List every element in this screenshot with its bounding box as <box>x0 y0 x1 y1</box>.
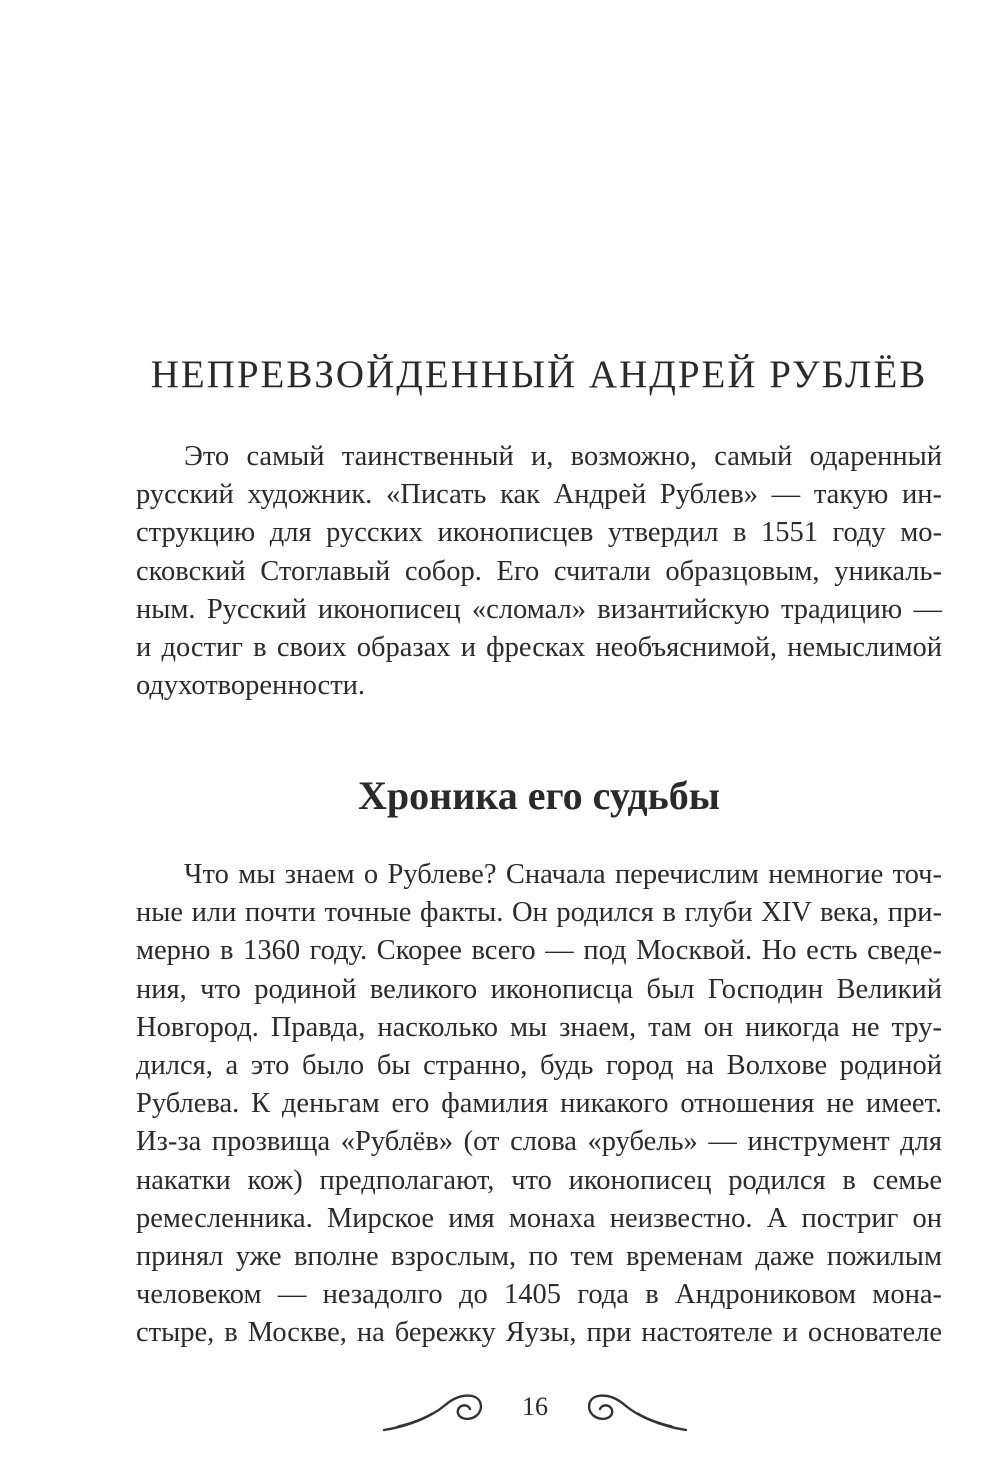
intro-line: Это самый таинственный и, возможно, самый одаренный <box>184 441 942 472</box>
intro-line: одухотворенности. <box>136 670 366 702</box>
intro-line: ным. Русский иконописец «сломал» византийскую традицию — <box>136 593 942 625</box>
chronicle-line: стыре, в Москве, на бережку Яузы, при настоятеле и основателе <box>136 1317 942 1349</box>
chronicle-line: ния, что родиной великого иконописца был Господин Великий <box>136 973 942 1005</box>
chronicle-paragraph <box>136 856 942 1352</box>
page-number: 16 <box>522 1392 548 1421</box>
chronicle-line: мерно в 1360 году. Скорее всего — под Москвой. Но есть сведе- <box>136 935 942 967</box>
swirl-left-icon <box>380 1386 490 1436</box>
chapter-title: НЕПРЕВЗОЙДЕННЫЙ АНДРЕЙ РУБЛЁВ <box>150 353 928 396</box>
page-footer <box>380 1378 690 1448</box>
chronicle-line: Рублева. К деньгам его фамилия никакого отношения не имеет. <box>136 1088 942 1120</box>
intro-line: и достиг в своих образах и фресках необъяснимой, немыслимой <box>136 631 942 663</box>
chronicle-line: ремесленника. Мирское имя монаха неизвестно. А постриг он <box>136 1202 942 1234</box>
chronicle-line: дился, а это было бы странно, будь город на Волхове родиной <box>136 1049 942 1081</box>
chronicle-line: накатки кож) предполагают, что иконописец родился в семье <box>136 1164 942 1196</box>
chronicle-line: Что мы знаем о Рублеве? Сначала перечислим немногие точ- <box>184 859 942 890</box>
chronicle-line: Новгород. Правда, насколько мы знаем, там он никогда не тру- <box>136 1011 942 1043</box>
swirl-right-icon <box>580 1386 690 1436</box>
intro-line: русский художник. «Писать как Андрей Рублев» — такую ин- <box>136 479 942 511</box>
intro-line: сковский Стоглавый собор. Его считали образцовым, уникаль- <box>136 555 942 587</box>
intro-paragraph <box>136 438 942 705</box>
section-title: Хроника его судьбы <box>358 773 720 818</box>
chronicle-line: принял уже вполне взрослым, по тем временам даже пожилым <box>136 1240 942 1272</box>
intro-line: струкцию для русских иконописцев утвердил в 1551 году мо- <box>136 517 942 549</box>
chronicle-line: Из-за прозвища «Рублёв» (от слова «рубель» — инструмент для <box>136 1126 942 1158</box>
chronicle-line: человеком — незадолго до 1405 года в Андрониковом мона- <box>136 1279 942 1311</box>
chronicle-line: ные или почти точные факты. Он родился в глуби XIV века, при- <box>136 897 942 929</box>
